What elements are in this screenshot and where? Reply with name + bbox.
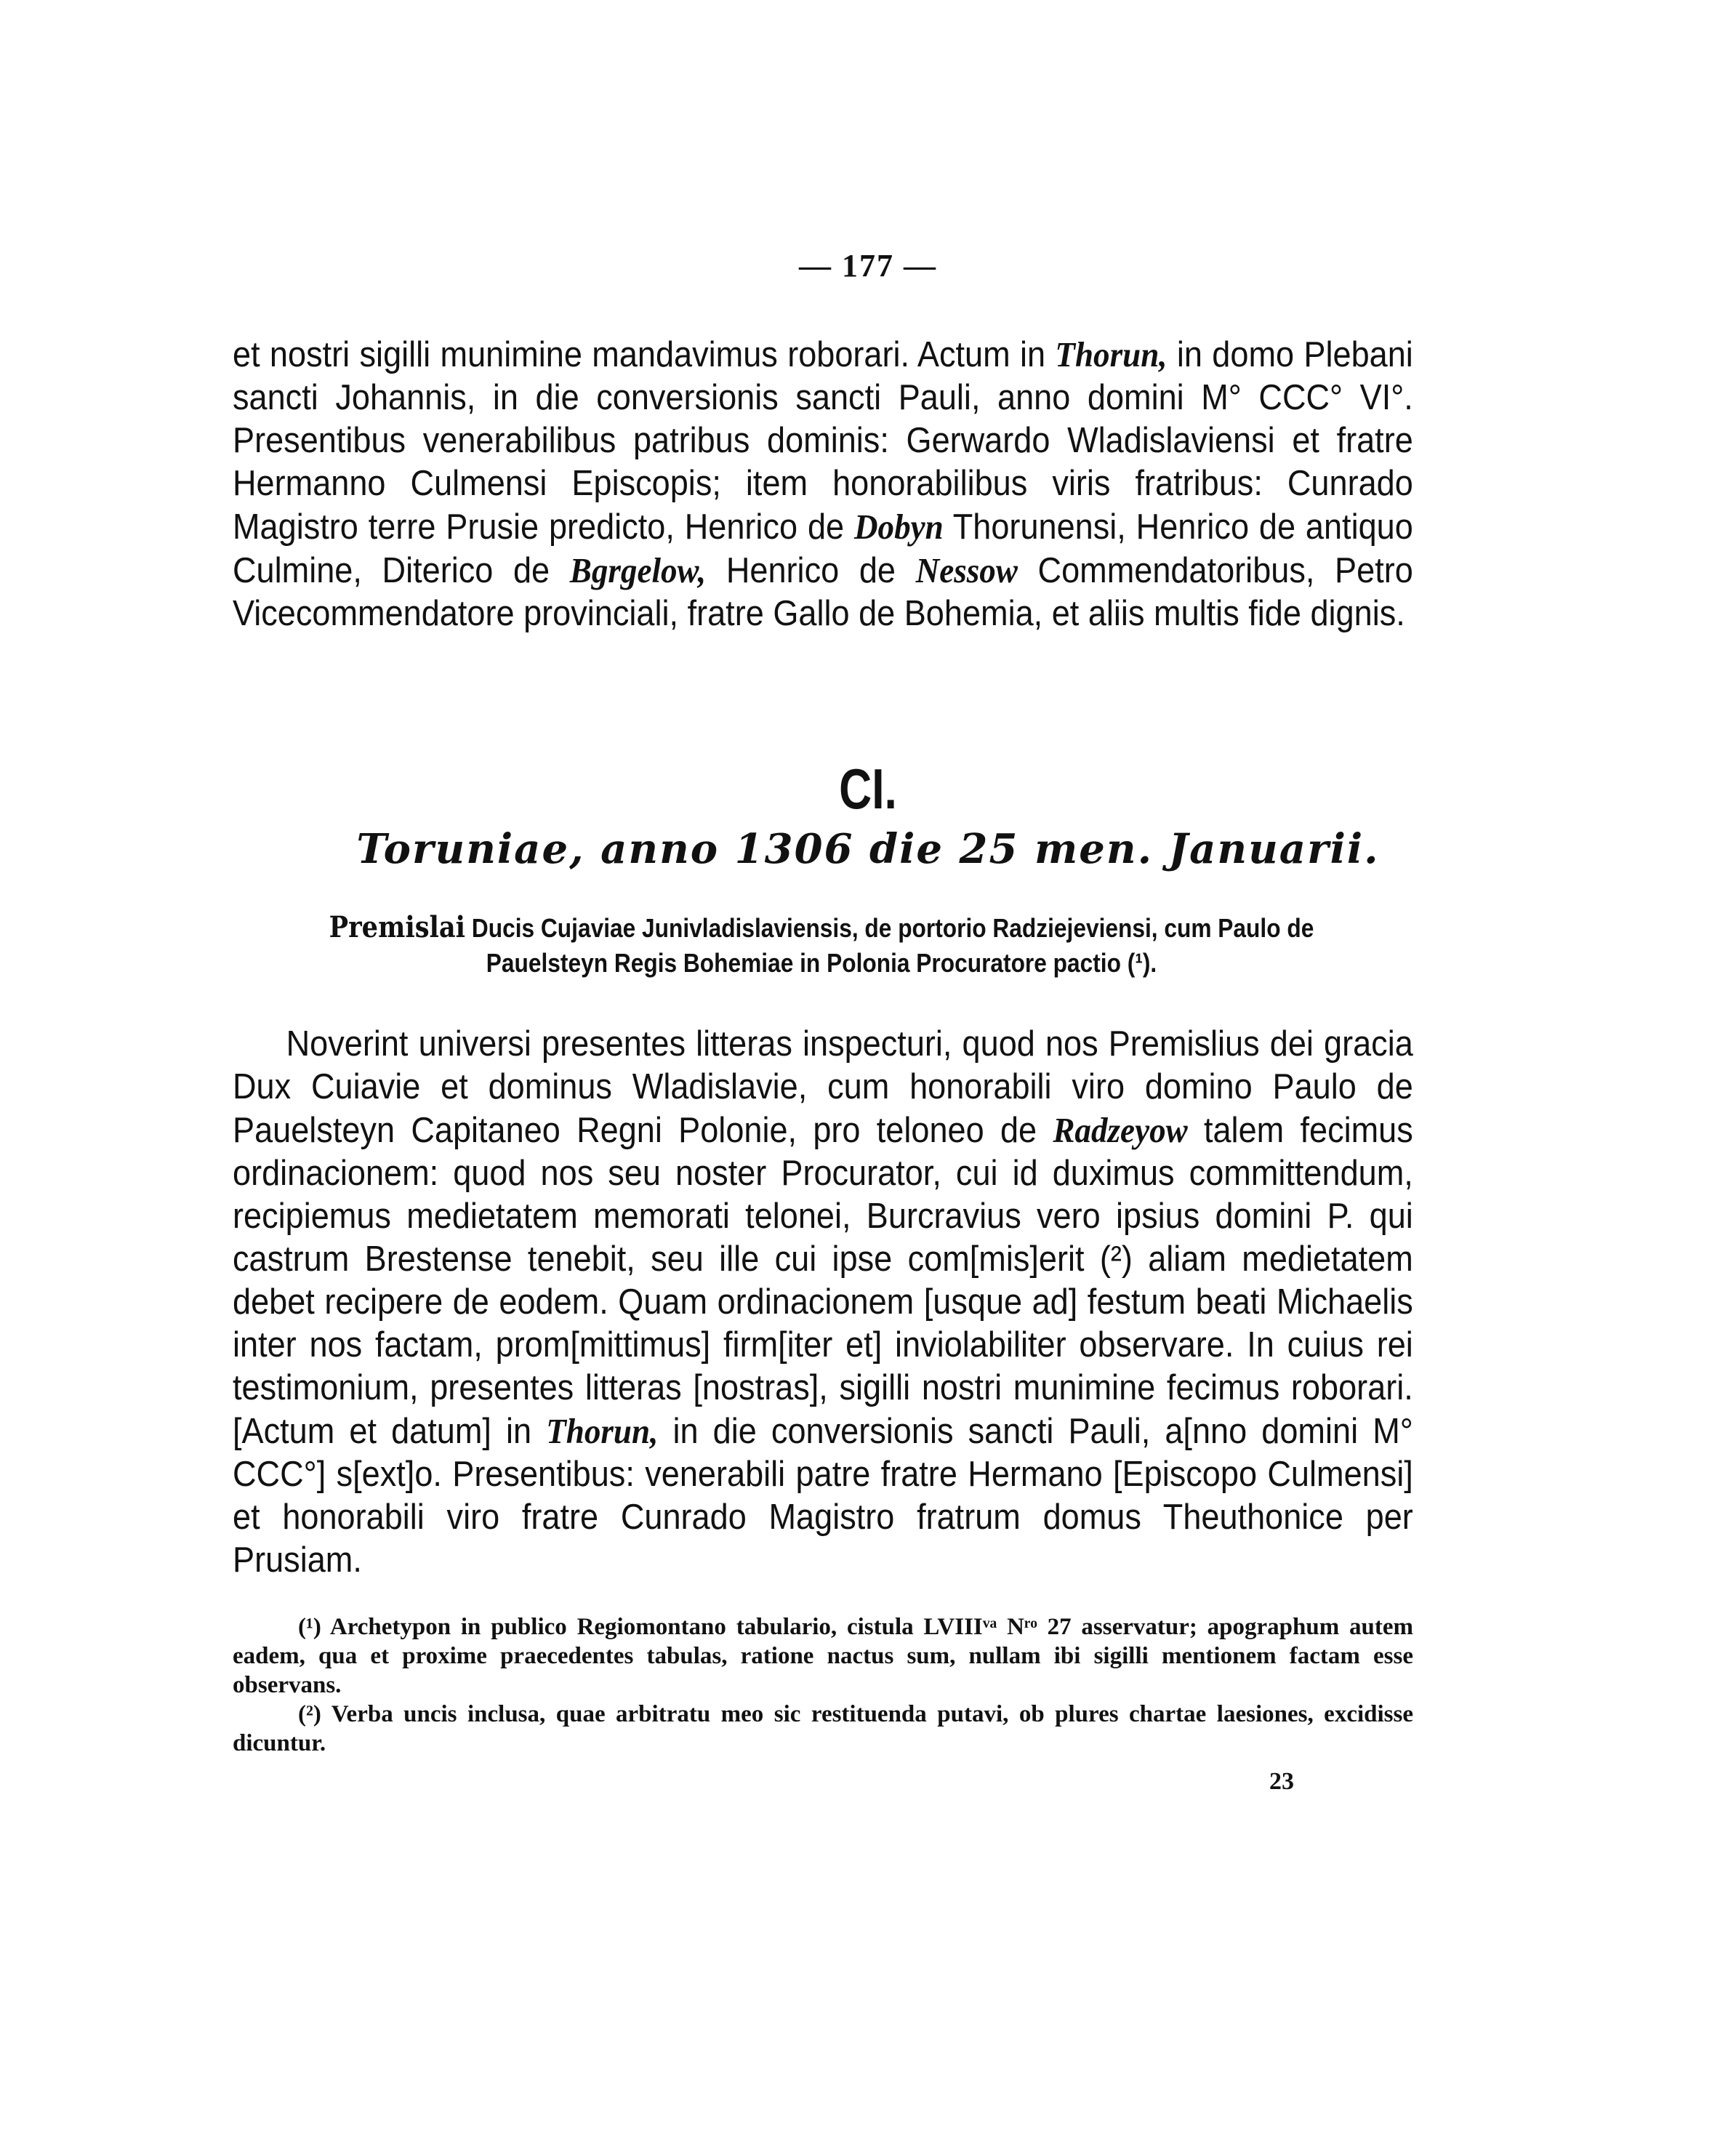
main_paragraph-segment: Noverint universi presentes litteras inspecturi, quod nos Premislius dei gracia Dux Cuiavie et dominus Wladislavie, cum honorabili viro domino Paulo de Pauelsteyn Capitaneo Regni Polonie, pro teloneo de <box>233 1024 1413 1150</box>
document-number: CI. <box>839 757 897 821</box>
footnote-2: (²) Verba uncis inclusa, quae arbitratu meo sic restituenda putavi, ob plures chartae laesiones, excidisse dicuntur. <box>233 1701 1413 1756</box>
main_paragraph-segment: Radzeyow <box>1053 1110 1188 1150</box>
opening_paragraph-segment: et nostri sigilli munimine mandavimus roborari. Actum in <box>233 335 1056 374</box>
page-number-header: — 177 — <box>799 248 937 284</box>
summary-text: Ducis Cujaviae Junivladislaviensis, de portorio Radziejeviensi, cum Paulo de Pauelsteyn Regis Bohemiae in Polonia Procuratore pactio (¹). <box>465 913 1314 978</box>
document-dateline: Toruniae, anno 1306 die 25 men. Januarii. <box>356 825 1380 873</box>
signature-mark: 23 <box>1269 1768 1294 1795</box>
opening_paragraph-segment: Bgrgelow, <box>569 550 707 590</box>
opening_paragraph-segment: Henrico de <box>706 551 916 590</box>
document-summary <box>316 910 1327 981</box>
opening_paragraph-segment: Dobyn <box>853 507 944 547</box>
opening-paragraph-block <box>233 333 1413 635</box>
opening_paragraph-segment: in domo Plebani sancti Johannis, in die conversionis sancti Pauli, anno domini M° CCC° VI°. Presentibus venerabilibus patribus dominis: Gerwardo Wladislaviensi et fratre Hermanno Culmensi Episcopis; item honorabilibus viris fratribus: Cunrado Magistro terre Prusie predicto, Henrico de <box>233 335 1413 547</box>
footnote-1: (¹) Archetypon in publico Regiomontano tabulario, cistula LVIIIᵛᵃ Nʳᵒ 27 asservatur; apographum autem eadem, qua et proxime praecedentes tabulas, ratione nactus sum, nullam ibi sigilli mentionem factam esse observans. <box>233 1614 1413 1698</box>
footnotes-section <box>233 1612 1413 1758</box>
opening_paragraph-segment: Nessow <box>915 550 1018 590</box>
opening_paragraph-segment: Thorun, <box>1055 334 1168 374</box>
summary-lead-word: Premislai <box>329 910 466 944</box>
opening_paragraph-segment: Commendatoribus, Petro Vicecommendatore provinciali, fratre Gallo de Bohemia, et aliis multis fide dignis. <box>233 551 1413 633</box>
main_paragraph-segment: in die conversionis sancti Pauli, a[nno domini M° CCC°] s[ext]o. Presentibus: venerabili patre fratre Hermano [Episcopo Culmensi] et honorabili viro fratre Cunrado Magistro fratrum domus Theuthonice per Prusiam. <box>233 1412 1413 1580</box>
main_paragraph-segment: Thorun, <box>546 1411 659 1451</box>
main_paragraph-segment: talem fecimus ordinacionem: quod nos seu noster Procurator, cui id duximus committendum, recipiemus medietatem memorati telonei, Burcravius vero ipsius domini P. qui castrum Brestense tenebit, seu ille cui ipse com[mis]erit (²) aliam medietatem debet recipere de eodem. Quam ordinacionem [usque ad] festum beati Michaelis inter nos factam, prom[mittimus] firm[iter et] inviolabiliter observare. In cuius rei testimonium, presentes litteras [nostras], sigilli nostri munimine fecimus roborari. [Actum et datum] in <box>233 1111 1413 1451</box>
opening_paragraph-segment: Thorunensi, Henrico de antiquo Culmine, Diterico de <box>233 507 1413 590</box>
main-paragraph-block <box>233 1023 1413 1582</box>
opening-paragraph <box>233 333 1413 635</box>
main-paragraph <box>233 1023 1413 1582</box>
